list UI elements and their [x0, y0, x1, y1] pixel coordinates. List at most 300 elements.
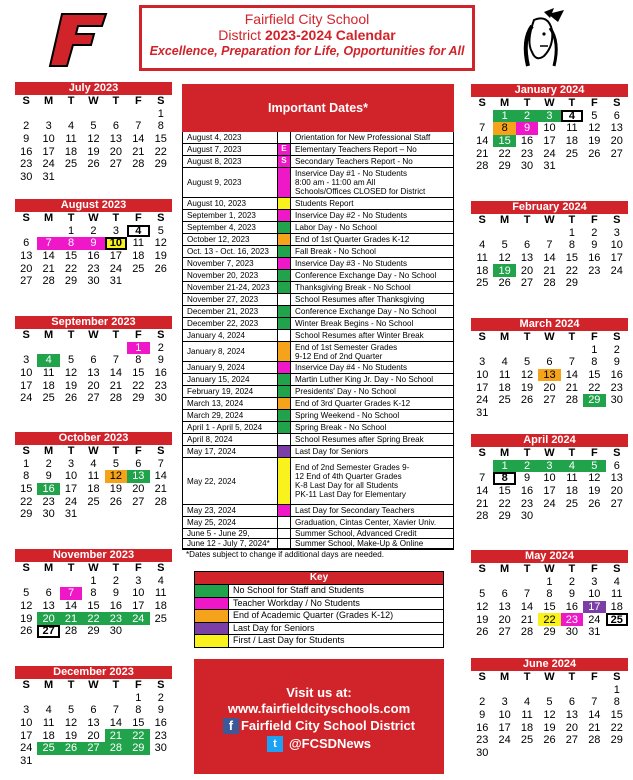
key-swatch: [195, 585, 229, 597]
important-date: December 21, 2023: [183, 306, 278, 317]
important-event: Graduation, Cintas Center, Xavier Univ.: [295, 518, 437, 527]
calendar-day: 22: [565, 264, 579, 277]
calendar-day: 17: [109, 250, 123, 263]
calendar-day: 9: [112, 587, 119, 600]
important-date: January 8, 2024: [183, 342, 278, 361]
important-date-row: [183, 342, 453, 362]
calendar-day: [37, 225, 59, 238]
category-color-swatch: S: [278, 156, 291, 167]
calendar-day: 12: [498, 252, 511, 265]
calendar-day: 5: [546, 696, 553, 709]
calendar-day: [493, 576, 515, 589]
calendar-day: 16: [20, 145, 33, 158]
calendar-day: [150, 171, 172, 184]
calendar-day: 25: [565, 497, 579, 510]
category-color-swatch: [278, 410, 291, 421]
month-title: September 2023: [15, 316, 172, 329]
calendar-day: 7: [112, 354, 119, 367]
calendar-day: 12: [105, 470, 127, 483]
calendar-day: 14: [588, 709, 601, 722]
calendar-day: 25: [132, 262, 145, 275]
calendar-day: 2: [479, 696, 486, 709]
calendar-day: 20: [610, 485, 623, 498]
calendar-day: 9: [82, 237, 104, 250]
calendar-day: [60, 692, 82, 705]
weekday-header: F: [590, 563, 598, 576]
calendar-day: [493, 747, 515, 760]
calendar-day: 30: [476, 746, 489, 759]
calendar-day: 7: [157, 457, 164, 470]
calendar-day: 5: [90, 120, 97, 133]
calendar-day: 12: [588, 122, 601, 135]
important-event: Martin Luther King Jr. Day - No School: [295, 375, 434, 384]
month-calendar: [15, 199, 172, 288]
calendar-day: [561, 407, 583, 420]
weekday-header: F: [134, 445, 142, 458]
calendar-day: [516, 344, 538, 357]
calendar-day: 8: [591, 356, 598, 369]
calendar-day: 27: [520, 277, 534, 290]
calendar-day: 12: [588, 472, 601, 485]
calendar-day: [82, 692, 104, 705]
weekday-header: T: [523, 97, 531, 110]
calendar-day: 13: [127, 470, 149, 483]
calendar-day: 16: [154, 717, 167, 730]
important-date-row: [183, 458, 453, 505]
calendar-day: 28: [588, 734, 601, 747]
calendar-day: 11: [611, 588, 623, 601]
calendar-day: 15: [588, 369, 601, 382]
month-calendar: [15, 432, 172, 521]
calendar-day: 29: [64, 275, 78, 288]
category-color-swatch: [278, 234, 291, 245]
important-date: August 10, 2023: [183, 198, 278, 209]
calendar-day: 5: [157, 224, 164, 237]
calendar-day: 24: [64, 495, 78, 508]
calendar-day: [471, 227, 493, 240]
calendar-day: 10: [543, 472, 556, 485]
calendar-day: 5: [523, 356, 531, 369]
category-color-swatch: [278, 342, 291, 361]
calendar-day: [60, 108, 82, 121]
calendar-day: 20: [498, 613, 511, 626]
calendar-day: [15, 225, 37, 238]
month-calendar: [471, 658, 628, 759]
category-color-swatch: [278, 446, 291, 457]
calendar-day: 10: [20, 717, 33, 730]
month-calendar: [471, 84, 628, 173]
important-event: Fall Break - No School: [295, 247, 376, 256]
calendar-day: 14: [520, 601, 534, 614]
calendar-day: 3: [591, 575, 598, 588]
calendar-day: 8: [135, 704, 142, 717]
calendar-day: 15: [87, 600, 100, 613]
facebook-link[interactable]: f Fairfield City School District: [194, 717, 444, 735]
important-date: November 27, 2023: [183, 294, 278, 305]
calendar-day: 20: [610, 135, 623, 148]
category-color-swatch: [278, 132, 291, 143]
calendar-day: 6: [501, 588, 508, 601]
calendar-day: 15: [132, 367, 145, 380]
weekday-header: S: [478, 331, 486, 344]
calendar-day: 20: [37, 612, 59, 625]
important-date-row: [183, 374, 453, 386]
calendar-day: 23: [520, 147, 534, 160]
calendar-day: [471, 684, 493, 697]
calendar-day: 13: [498, 601, 511, 614]
calendar-day: [82, 171, 104, 184]
calendar-day: 17: [20, 379, 33, 392]
calendar-day: 24: [42, 158, 55, 171]
calendar-day: 27: [87, 392, 100, 405]
calendar-day: 11: [87, 470, 100, 483]
important-date: August 8, 2023: [183, 156, 278, 167]
calendar-day: [15, 575, 37, 588]
calendar-day: [150, 755, 172, 768]
calendar-day: 27: [498, 626, 511, 639]
calendar-day: 17: [583, 601, 605, 614]
calendar-day: 5: [67, 704, 75, 717]
twitter-link[interactable]: t @FCSDNews: [194, 735, 444, 753]
calendar-day: 9: [613, 356, 620, 369]
calendar-day: 28: [476, 160, 489, 173]
calendar-day: 14: [109, 367, 123, 380]
calendar-day: [516, 747, 538, 760]
calendar-day: 16: [588, 252, 601, 265]
calendar-day: 22: [154, 145, 167, 158]
calendar-day: [82, 508, 104, 521]
weekday-header: T: [568, 331, 576, 344]
weekday-header: T: [112, 445, 120, 458]
calendar-day: 25: [37, 742, 59, 755]
calendar-day: 7: [135, 120, 142, 133]
calendar-day: 8: [546, 588, 553, 601]
calendar-day: 12: [520, 369, 534, 382]
calendar-day: 27: [132, 495, 145, 508]
important-event: Secondary Teachers Report - No: [295, 157, 413, 166]
important-event: Inservice Day #4 - No Students: [295, 363, 408, 372]
weekday-header: W: [544, 331, 555, 344]
category-color-swatch: [278, 398, 291, 409]
calendar-day: 16: [109, 600, 123, 613]
calendar-day: 19: [588, 485, 601, 498]
important-date: August 4, 2023: [183, 132, 278, 143]
website-link[interactable]: www.fairfieldcityschools.com: [227, 701, 411, 716]
calendar-day: [60, 755, 82, 768]
important-event: Orientation for New Professional Staff: [295, 133, 431, 142]
calendar-day: 22: [498, 147, 511, 160]
category-color-swatch: [278, 529, 291, 538]
calendar-day: 18: [42, 729, 55, 742]
calendar-day: 14: [132, 133, 145, 146]
calendar-day: 1: [493, 110, 515, 123]
key-item: [195, 622, 443, 635]
calendar-day: 6: [613, 109, 620, 122]
calendar-day: [127, 171, 149, 184]
calendar-day: 13: [20, 250, 33, 263]
calendar-day: 23: [154, 379, 167, 392]
month-title: November 2023: [15, 549, 172, 562]
calendar-day: 2: [23, 120, 30, 133]
calendar-day: 12: [476, 601, 489, 614]
calendar-day: 27: [20, 275, 33, 288]
weekday-header: F: [590, 97, 598, 110]
calendar-day: 14: [543, 252, 556, 265]
calendar-day: 26: [543, 734, 556, 747]
important-date-row: [183, 132, 453, 144]
calendar-day: 22: [127, 729, 149, 742]
weekday-header: S: [22, 329, 30, 342]
calendar-day: 2: [157, 691, 164, 704]
key-swatch: [195, 623, 229, 635]
weekday-header: T: [67, 329, 75, 342]
calendar-day: 31: [20, 754, 33, 767]
calendar-day: 27: [610, 147, 623, 160]
calendar-day: [538, 684, 560, 697]
weekday-header: T: [112, 562, 120, 575]
calendar-day: 28: [476, 510, 489, 523]
calendar-day: [105, 342, 127, 355]
important-event: Summer School, Make-Up & Online: [295, 539, 424, 548]
calendar-day: 22: [498, 497, 511, 510]
important-date-row: [183, 198, 453, 210]
calendar-day: 23: [20, 158, 33, 171]
calendar-day: 13: [42, 600, 55, 613]
calendar-day: 29: [154, 158, 167, 171]
calendar-day: 13: [520, 252, 534, 265]
weekday-header: S: [157, 95, 165, 108]
calendar-day: 12: [87, 133, 100, 146]
important-event: Thanksgiving Break - No School: [295, 283, 411, 292]
calendar-day: 6: [135, 457, 142, 470]
calendar-day: 24: [20, 742, 33, 755]
calendar-day: 8: [613, 696, 620, 709]
important-date: April 8, 2024: [183, 434, 278, 445]
category-color-swatch: [278, 246, 291, 257]
calendar-day: [127, 625, 149, 638]
calendar-day: 17: [543, 135, 556, 148]
calendar-day: 22: [82, 612, 104, 625]
important-dates-panel: [182, 84, 454, 560]
weekday-header: T: [523, 671, 531, 684]
calendar-day: 28: [109, 392, 123, 405]
calendar-day: [493, 407, 515, 420]
calendar-day: 19: [64, 379, 78, 392]
category-color-swatch: E: [278, 144, 291, 155]
calendar-day: 4: [501, 356, 508, 369]
calendar-day: [60, 342, 82, 355]
calendar-day: 18: [154, 600, 167, 613]
color-key: [194, 571, 444, 648]
calendar-day: 6: [90, 354, 97, 367]
weekday-header: S: [613, 671, 621, 684]
calendar-day: 2: [516, 460, 538, 473]
calendar-day: 19: [520, 381, 534, 394]
calendar-day: 13: [610, 472, 623, 485]
important-date-row: [183, 434, 453, 446]
calendar-day: [606, 510, 628, 523]
calendar-day: [606, 160, 628, 173]
important-event: End of 1st Semester Grades 9-12 End of 2nd Quarter: [295, 342, 398, 361]
category-color-swatch: [278, 270, 291, 281]
calendar-day: 24: [588, 613, 601, 626]
weekday-header: F: [134, 212, 142, 225]
calendar-day: 31: [476, 406, 489, 419]
important-date: June 12 - July 7, 2024*: [183, 539, 278, 548]
key-label: End of Academic Quarter (Grades K-12): [233, 610, 394, 620]
calendar-day: 7: [479, 472, 486, 485]
calendar-day: [150, 508, 172, 521]
calendar-day: 29: [610, 734, 623, 747]
calendar-day: 21: [588, 721, 601, 734]
calendar-day: 1: [23, 457, 30, 470]
calendar-day: 30: [610, 394, 623, 407]
calendar-day: 1: [135, 691, 142, 704]
calendar-day: 3: [23, 704, 30, 717]
weekday-header: M: [500, 214, 510, 227]
calendar-day: 31: [109, 275, 123, 288]
weekday-header: T: [523, 331, 531, 344]
weekday-header: M: [500, 671, 510, 684]
category-color-swatch: [278, 222, 291, 233]
important-dates-title: Important Dates*: [182, 84, 454, 132]
calendar-day: 11: [155, 587, 167, 600]
calendar-day: 28: [132, 158, 145, 171]
weekday-header: W: [88, 212, 99, 225]
category-color-swatch: [278, 168, 291, 197]
important-date-row: [183, 446, 453, 458]
important-date: May 25, 2024: [183, 517, 278, 528]
calendar-day: 15: [610, 709, 623, 722]
important-dates-note: *Dates subject to change if additional days are needed.: [186, 550, 384, 559]
calendar-day: 27: [565, 734, 579, 747]
important-date: May 23, 2024: [183, 505, 278, 516]
calendar-day: 26: [60, 742, 82, 755]
category-color-swatch: [278, 386, 291, 397]
calendar-day: 4: [37, 354, 59, 367]
important-date-row: [183, 246, 453, 258]
important-date: September 1, 2023: [183, 210, 278, 221]
key-item: [195, 584, 443, 597]
calendar-day: 13: [538, 369, 560, 382]
calendar-day: 28: [154, 495, 167, 508]
weekday-header: W: [544, 447, 555, 460]
weekday-header: W: [544, 671, 555, 684]
category-color-swatch: [278, 434, 291, 445]
calendar-day: 16: [154, 367, 167, 380]
calendar-day: 6: [568, 696, 575, 709]
important-date-row: [183, 529, 453, 539]
calendar-day: 31: [42, 170, 55, 183]
calendar-day: 30: [87, 275, 100, 288]
calendar-day: 24: [109, 262, 123, 275]
calendar-day: 8: [493, 472, 515, 485]
calendar-day: 1: [493, 460, 515, 473]
header-motto: Excellence, Preparation for Life, Opportunities for All: [149, 44, 465, 58]
calendar-day: 21: [476, 147, 489, 160]
calendar-day: 15: [543, 601, 556, 614]
calendar-day: 18: [87, 483, 100, 496]
calendar-day: 5: [479, 588, 486, 601]
category-color-swatch: [278, 198, 291, 209]
calendar-day: [37, 755, 59, 768]
important-date: November 20, 2023: [183, 270, 278, 281]
important-event: Inservice Day #1 - No Students 8:00 am - 11:00 am All Schools/Offices CLOSED for District: [295, 169, 426, 196]
calendar-day: 12: [20, 600, 33, 613]
fairfield-f-logo: [48, 12, 108, 68]
calendar-day: 2: [613, 343, 620, 356]
indian-chief-logo: [514, 6, 570, 70]
weekday-header: S: [22, 445, 30, 458]
month-title: April 2024: [471, 434, 628, 447]
weekday-header: F: [590, 671, 598, 684]
important-date: January 4, 2024: [183, 330, 278, 341]
calendar-day: 20: [132, 483, 145, 496]
category-color-swatch: [278, 422, 291, 433]
weekday-header: S: [613, 331, 621, 344]
calendar-day: 7: [60, 587, 82, 600]
calendar-day: 5: [23, 587, 30, 600]
weekday-header: M: [500, 97, 510, 110]
category-color-swatch: [278, 294, 291, 305]
calendar-day: [583, 160, 605, 173]
calendar-day: 13: [87, 367, 100, 380]
calendar-day: 25: [520, 734, 534, 747]
important-date-row: [183, 386, 453, 398]
weekday-header: M: [44, 212, 54, 225]
calendar-day: 6: [523, 239, 531, 252]
category-color-swatch: [278, 282, 291, 293]
calendar-day: 10: [588, 588, 601, 601]
important-date: June 5 - June 29,: [183, 529, 278, 538]
key-label: Teacher Workday / No Students: [233, 597, 360, 608]
important-event: Last Day for Seniors: [295, 447, 369, 456]
calendar-day: 11: [42, 717, 55, 730]
weekday-header: W: [88, 445, 99, 458]
important-date-row: [183, 410, 453, 422]
calendar-day: 24: [543, 147, 556, 160]
visit-heading: Visit us at:: [286, 685, 352, 700]
important-date: March 29, 2024: [183, 410, 278, 421]
important-date: May 22, 2024: [183, 458, 278, 504]
calendar-day: 9: [479, 709, 486, 722]
calendar-day: 18: [42, 379, 55, 392]
calendar-day: 18: [64, 145, 78, 158]
month-title: January 2024: [471, 84, 628, 97]
weekday-header: M: [44, 329, 54, 342]
calendar-day: [583, 277, 605, 290]
calendar-day: 25: [64, 158, 78, 171]
calendar-day: 12: [543, 709, 556, 722]
important-date-row: [183, 539, 453, 549]
calendar-day: [105, 108, 127, 121]
calendar-day: 18: [498, 381, 511, 394]
important-event: Last Day for Secondary Teachers: [295, 506, 415, 515]
weekday-header: S: [157, 329, 165, 342]
calendar-day: 30: [20, 170, 33, 183]
calendar-day: 14: [64, 600, 78, 613]
category-color-swatch: [278, 330, 291, 341]
calendar-day: 7: [37, 237, 59, 250]
month-calendar: [471, 550, 628, 639]
calendar-day: [493, 684, 515, 697]
month-calendar: [15, 549, 172, 638]
key-item: [195, 609, 443, 622]
key-item: [195, 634, 443, 647]
key-swatch: [195, 635, 229, 647]
weekday-header: M: [500, 331, 510, 344]
calendar-day: 5: [112, 457, 119, 470]
